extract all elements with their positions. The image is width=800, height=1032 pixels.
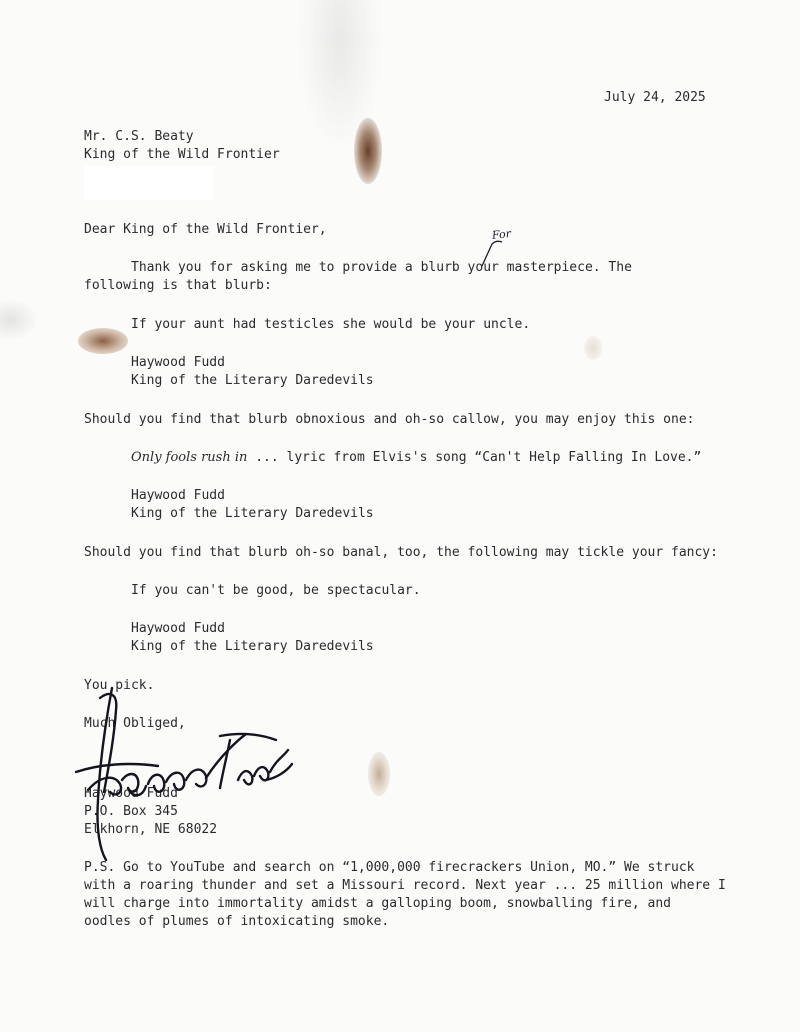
recipient-name: Mr. C.S. Beaty bbox=[84, 129, 194, 144]
blurb-2-lyric: Only fools rush in bbox=[131, 450, 248, 465]
handwritten-insert: For bbox=[491, 227, 512, 242]
paragraph-2: Should you find that blurb obnoxious and oh-so callow, you may enjoy this one: bbox=[84, 412, 695, 427]
handwritten-signature bbox=[70, 680, 300, 870]
blurb-3-author-title: King of the Literary Daredevils bbox=[131, 639, 374, 654]
blurb-2-author: Haywood Fudd bbox=[131, 488, 225, 503]
blurb-1-author-title: King of the Literary Daredevils bbox=[131, 373, 374, 388]
sender-name: Haywood Fudd bbox=[84, 786, 178, 801]
sender-po-box: P.O. Box 345 bbox=[84, 804, 178, 819]
paragraph-1-line-2: following is that blurb: bbox=[84, 278, 272, 293]
blurb-3-quote: If you can't be good, be spectacular. bbox=[131, 583, 421, 598]
paragraph-3: Should you find that blurb oh-so banal, too, the following may tickle your fancy: bbox=[84, 545, 718, 560]
paragraph-1-line-1: Thank you for asking me to provide a blurb your masterpiece. The bbox=[131, 260, 632, 275]
burn-mark bbox=[354, 118, 382, 184]
sender-city: Elkhorn, NE 68022 bbox=[84, 822, 218, 837]
burn-mark bbox=[368, 752, 390, 796]
postscript-line-1: P.S. Go to YouTube and search on “1,000,000 firecrackers Union, MO.” We struck bbox=[84, 860, 695, 875]
blurb-1-quote: If your aunt had testicles she would be your uncle. bbox=[131, 317, 531, 332]
closing-line: You pick. bbox=[84, 678, 155, 693]
letter-date: July 24, 2025 bbox=[604, 90, 706, 105]
blurb-2-author-title: King of the Literary Daredevils bbox=[131, 506, 374, 521]
salutation: Dear King of the Wild Frontier, bbox=[84, 222, 327, 237]
blurb-3-author: Haywood Fudd bbox=[131, 621, 225, 636]
blurb-2-quote bbox=[131, 449, 701, 467]
redacted-address bbox=[84, 166, 214, 200]
postscript-line-2: with a roaring thunder and set a Missouri record. Next year ... 25 million where I bbox=[84, 878, 726, 893]
postscript-line-4: oodles of plumes of intoxicating smoke. bbox=[84, 914, 390, 929]
postscript-line-3: will charge into immortality amidst a galloping boom, snowballing fire, and bbox=[84, 896, 671, 911]
blurb-2-rest: ... lyric from Elvis's song “Can't Help Falling In Love.” bbox=[247, 450, 702, 465]
recipient-title: King of the Wild Frontier bbox=[84, 147, 280, 162]
burn-mark bbox=[78, 328, 128, 354]
closing: Much Obliged, bbox=[84, 716, 186, 731]
blurb-1-author: Haywood Fudd bbox=[131, 355, 225, 370]
burn-mark bbox=[584, 336, 602, 360]
